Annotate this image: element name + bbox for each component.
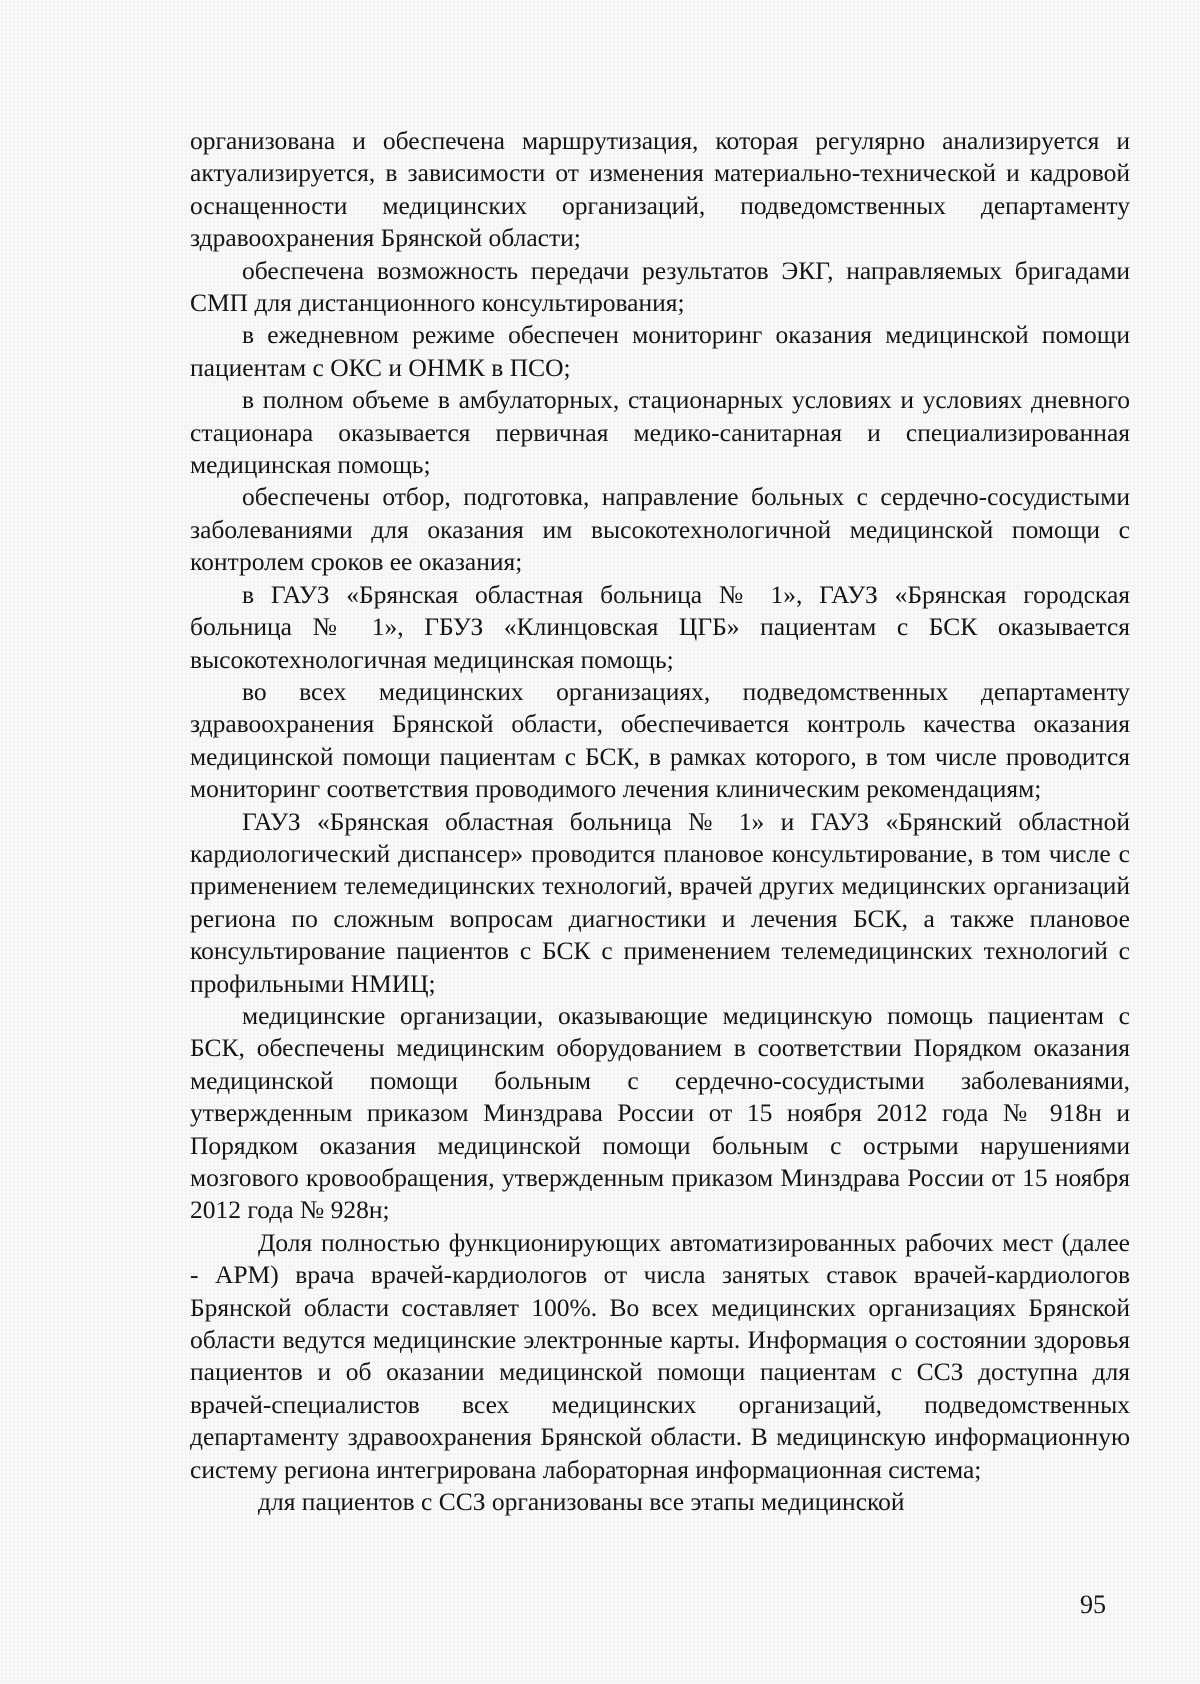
paragraph-care-stages: для пациентов с ССЗ организованы все этапы медицинской xyxy=(258,1487,905,1517)
document-body xyxy=(190,125,1130,1518)
page-number: 95 xyxy=(1080,1590,1106,1619)
paragraph-care-volume: в полном объеме в амбулаторных, стационарных условиях и условиях дневного стационара оказывается первичная медико-санитарная и специализированная медицинская помощь; xyxy=(190,385,1130,480)
paragraph-patient-selection: обеспечены отбор, подготовка, направление больных с сердечно-сосудистыми заболеваниями для оказания им высокотехнологичной медицинской помощи с контролем сроков ее оказания; xyxy=(190,482,1130,577)
paragraph-daily-monitoring: в ежедневном режиме обеспечен мониторинг оказания медицинской помощи пациентам с ОКС и ОНМК в ПСО; xyxy=(190,320,1130,382)
paragraph-routing: организована и обеспечена маршрутизация, которая регулярно анализируется и актуализируется, в зависимости от изменения материально-технической и кадровой оснащенности медицинских организаций, подведомственных департаменту здравоохранения Брянской области; xyxy=(190,126,1130,253)
paragraph-workstations: Доля полностью функционирующих автоматизированных рабочих мест (далее - АРМ) врача врачей-кардиологов от числа занятых ставок врачей-кардиологов Брянской области составляет 100%. Во всех медицинских организациях Брянской области ведутся медицинские электронные карты. Информация о состоянии здоровья пациентов и об оказании медицинской помощи пациентам с ССЗ доступна для врачей-специалистов всех медицинских организаций, подведомственных департаменту здравоохранения Брянской области. В медицинскую информационную систему региона интегрирована лабораторная информационная система; xyxy=(190,1227,1130,1484)
paragraph-high-tech-care: в ГАУЗ «Брянская областная больница № 1», ГАУЗ «Брянская городская больница № 1», ГБУЗ «Клинцовская ЦГБ» пациентам с БСК оказывается высокотехнологичная медицинская помощь; xyxy=(190,579,1130,674)
paragraph-quality-control: во всех медицинских организациях, подведомственных департаменту здравоохранения Брянской области, обеспечивается контроль качества оказания медицинской помощи пациентам с БСК, в рамках которого, в том числе проводится мониторинг соответствия проводимого лечения клиническим рекомендациям; xyxy=(190,676,1130,804)
paragraph-equipment: медицинские организации, оказывающие медицинскую помощь пациентам с БСК, обеспечены медицинским оборудованием в соответствии Порядком оказания медицинской помощи больным с сердечно-сосудистыми заболеваниями, утвержденным приказом Минздрава России от 15 ноября 2012 года № 918н и Порядком оказания медицинской помощи больным с острыми нарушениями мозгового кровообращения, утвержденным приказом Минздрава России от 15 ноября 2012 года № 928н; xyxy=(190,1000,1130,1225)
paragraph-consulting: ГАУЗ «Брянская областная больница № 1» и ГАУЗ «Брянский областной кардиологический диспансер» проводится плановое консультирование, в том числе с применением телемедицинских технологий, врачей других медицинских организаций региона по сложным вопросам диагностики и лечения БСК, а также плановое консультирование пациентов с БСК с применением телемедицинских технологий с профильными НМИЦ; xyxy=(190,806,1130,998)
paragraph-ecg-transfer: обеспечена возможность передачи результатов ЭКГ, направляемых бригадами СМП для дистанционного консультирования; xyxy=(190,255,1130,318)
